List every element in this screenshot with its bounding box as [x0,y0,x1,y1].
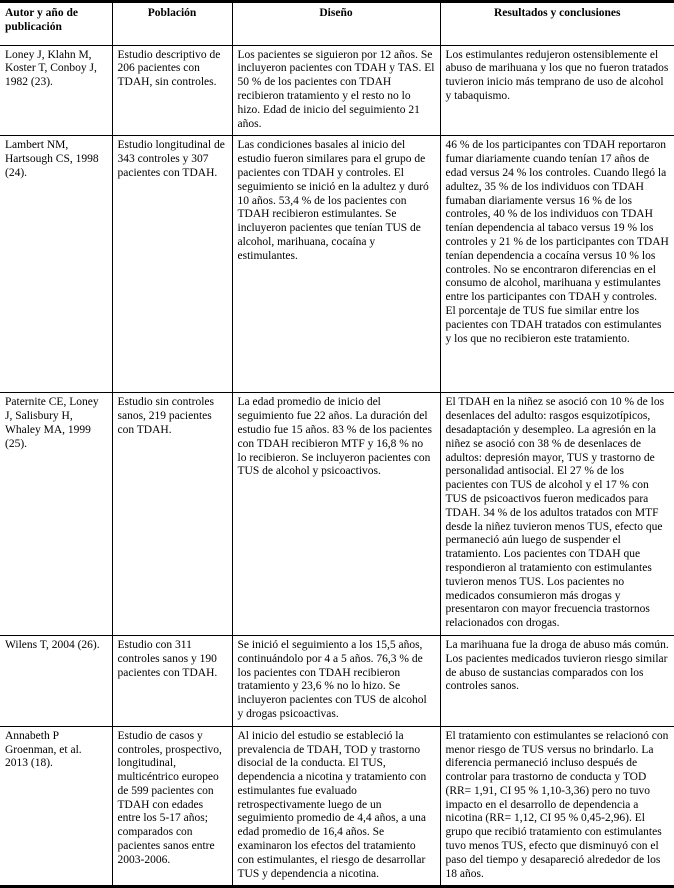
cell-results: Los estimulantes redujeron ostensiblemente el abuso de marihuana y los que no fueron tratados tuvieron inicio más temprano de uso de alcohol y tabaquismo. [440,45,674,136]
cell-design: La edad promedio de inicio del seguimiento fue 22 años. La duración del estudio fue 15 años. 83 % de los pacientes con TDAH recibieron MTF y 16,8 % no lo recibieron. Se incluyeron pacientes con TUS de alcohol y psicoactivos. [232,393,440,636]
table-row [0,45,674,136]
cell-results: La marihuana fue la droga de abuso más común. Los pacientes medicados tuvieron riesgo similar de abuso de sustancias comparados con los controles sanos. [440,635,674,726]
cell-author-year: Loney J, Klahn M, Koster T, Conboy J, 1982 (23). [0,45,112,136]
table-row [0,136,674,393]
column-header-author-year: Autor y año de publicación [0,2,112,46]
cell-design: Se inició el seguimiento a los 15,5 años, continuándolo por 4 a 5 años. 76,3 % de los pacientes con TDAH recibieron tratamiento y 23,6 % no lo hizo. Se incluyeron pacientes con TUS de alcohol y drogas psicoactivas. [232,635,440,726]
cell-author-year: Wilens T, 2004 (26). [0,635,112,726]
cell-design: Las condiciones basales al inicio del estudio fueron similares para el grupo de pacientes con TDAH y controles. El seguimiento se inició en la adultez y duró 10 años. 53,4 % de los pacientes con TDAH recibieron estimulantes. Se incluyeron pacientes que tenían TUS de alcohol, marihuana, cocaína y estimulantes. [232,136,440,393]
table-header-row [0,2,674,46]
cell-author-year: Annabeth P Groenman, et al. 2013 (18). [0,726,112,887]
column-header-population: Población [112,2,232,46]
cell-population: Estudio descriptivo de 206 pacientes con TDAH, sin controles. [112,45,232,136]
column-header-results-conclusions: Resultados y conclusiones [440,2,674,46]
cell-design: Al inicio del estudio se estableció la prevalencia de TDAH, TOD y trastorno disocial de la conducta. El TUS, dependencia a nicotina y tratamiento con estimulantes fue evaluado retrospectivamente luego de un seguimiento promedio de 4,4 años, a una edad promedio de 16,4 años. Se examinaron los efectos del tratamiento con estimulantes, el riesgo de desarrollar TUS y dependencia a nicotina. [232,726,440,887]
column-header-design: Diseño [232,2,440,46]
cell-results: 46 % de los participantes con TDAH reportaron fumar diariamente cuando tenían 17 años de edad versus 24 % los controles. Cuando llegó la adultez, 35 % de los individuos con TDAH fumaban diariamente versus 16 % de los controles, 40 % de los individuos con TDAH tenían dependencia al tabaco versus 19 % los controles y 21 % de los participantes con TDAH tenían dependencia a cocaína versus 10 % los controles. No se encontraron diferencias en el consumo de alcohol, marihuana y estimulantes entre los participantes con TDAH y controles. El porcentaje de TUS fue similar entre los pacientes con TDAH tratados con estimulantes y los que no recibieron este tratamiento. [440,136,674,393]
table-row [0,726,674,887]
cell-population: Estudio con 311 controles sanos y 190 pacientes con TDAH. [112,635,232,726]
cell-population: Estudio longitudinal de 343 controles y 307 pacientes con TDAH. [112,136,232,393]
cell-results: El tratamiento con estimulantes se relacionó con menor riesgo de TUS versus no brindarlo. La diferencia permaneció incluso después de controlar para trastorno de conducta y TOD (RR= 1,91, CI 95 % 1,10-3,36) pero no tuvo impacto en el desarrollo de dependencia a nicotina (RR= 1,12, CI 95 % 0,45-2,96). El grupo que recibió tratamiento con estimulantes tuvo menos TUS, efecto que disminuyó con el paso del tiempo y desapareció alrededor de los 18 años. [440,726,674,887]
cell-population: Estudio de casos y controles, prospectivo, longitudinal, multicéntrico europeo de 599 pacientes con TDAH con edades entre los 5-17 años; comparados con pacientes sanos entre 2003-2006. [112,726,232,887]
cell-author-year: Paternite CE, Loney J, Salisbury H, Whaley MA, 1999 (25). [0,393,112,636]
cell-author-year: Lambert NM, Hartsough CS, 1998 (24). [0,136,112,393]
table-row [0,393,674,636]
cell-design: Los pacientes se siguieron por 12 años. Se incluyeron pacientes con TDAH y TAS. El 50 % de los pacientes con TDAH recibieron tratamiento y el resto no lo hizo. Edad de inicio del seguimiento 21 años. [232,45,440,136]
table-row [0,635,674,726]
cell-results: El TDAH en la niñez se asoció con 10 % de los desenlaces del adulto: rasgos esquizotípicos, desadaptación y desempleo. La agresión en la niñez se asoció con 38 % de desenlaces de adultos: depresión mayor, TUS y trastorno de personalidad antisocial. El 27 % de los pacientes con TUS de alcohol y el 17 % con TUS de psicoactivos fueron medicados para TDAH. 34 % de los adultos tratados con MTF desde la niñez tuvieron menos TUS, efecto que permaneció aún luego de suspender el tratamiento. Los pacientes con TDAH que respondieron al tratamiento con estimulantes tuvieron menos TUS. Los pacientes no medicados consumieron más drogas y presentaron con mayor frecuencia trastornos relacionados con drogas. [440,393,674,636]
cell-population: Estudio sin controles sanos, 219 pacientes con TDAH. [112,393,232,636]
